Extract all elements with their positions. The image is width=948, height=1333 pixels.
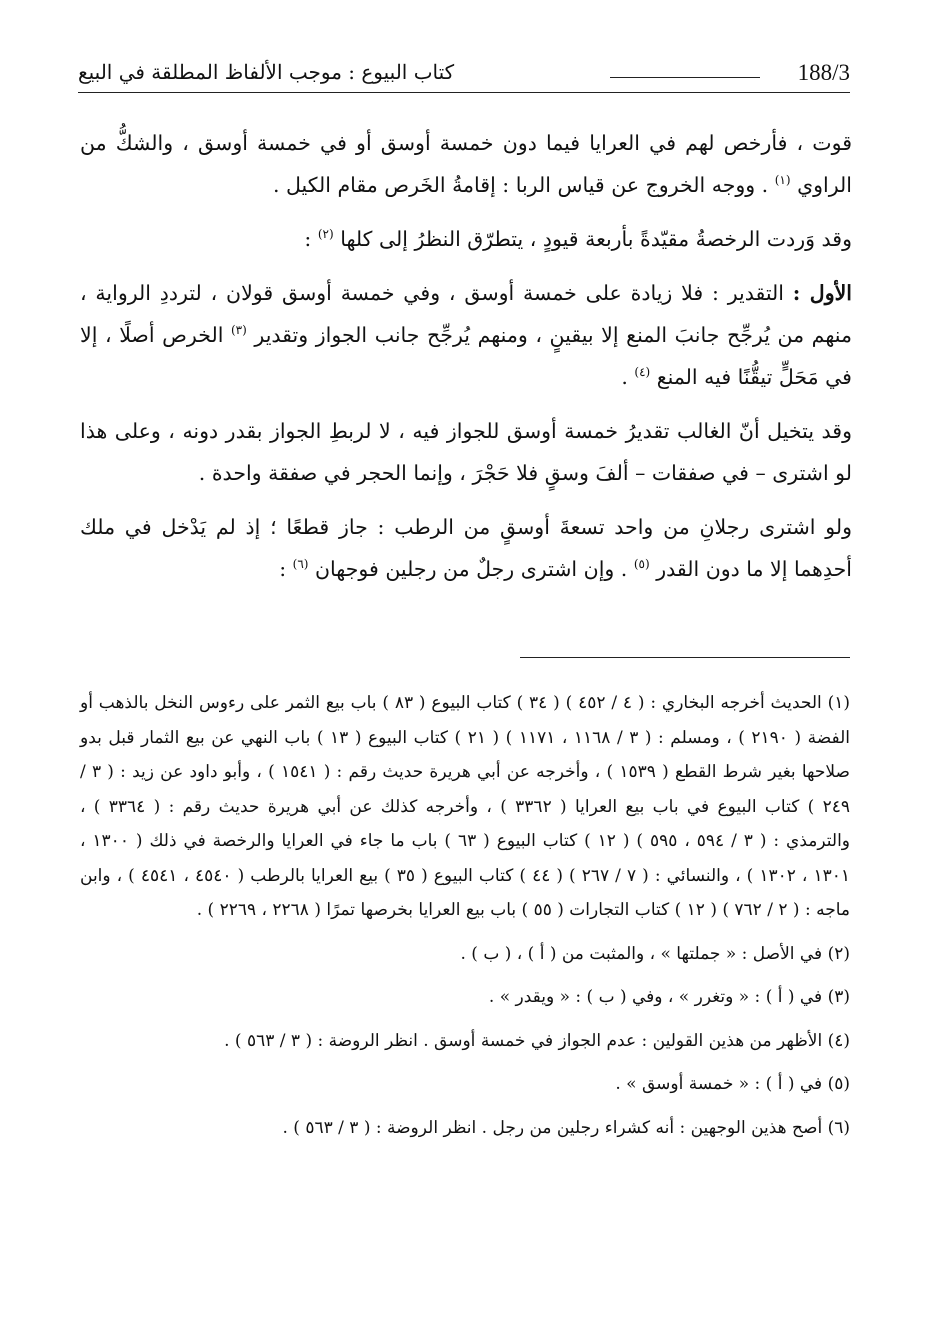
paragraph-4-text: وقد يتخيل أنّ الغالب تقديرُ خمسة أوسق للجواز فيه ، لا لربطِ الجواز بقدر دونه ، وعلى هذا لو اشترى – في صفقات – ألفَ وسقٍ فلا حَجْرَ ، وإنما الحجر في صفقة واحدة . (80, 419, 852, 485)
page-number: 188/3 (797, 60, 850, 85)
footnote-3: (٣) في ( أ ) : « وتغرر » ، وفي ( ب ) : « ويقدر » . (488, 987, 850, 1007)
paragraph-3-lead: الأول : (792, 281, 852, 305)
paragraph-3-text: التقدير : فلا زيادة على خمسة أوسق ، وفي خمسة أوسق قولان ، لترددِ الرواية ، منهم من يُرجِّح جانبَ المنع إلا بيقينٍ ، ومنهم يُرجِّح جانب الجواز وتقدير (80, 281, 852, 347)
footnote-ref-3: (٣) (230, 323, 247, 338)
footnote-divider (520, 657, 850, 658)
footnote-ref-5: (٥) (633, 557, 650, 572)
paragraph-5 (80, 506, 852, 590)
paragraph-5-text: ولو اشترى رجلانِ من واحد تسعةَ أوسقٍ من الرطب : جاز قطعًا ؛ إذ لم يَدْخل في ملك أحدِهما إلا ما دون القدر (80, 515, 852, 581)
paragraph-5-mid: . وإن اشترى رجلٌ من رجلين فوجهان (315, 557, 628, 581)
footnote-ref-4: (٤) (634, 365, 651, 380)
footnote-4: (٤) الأظهر من هذين القولين : عدم الجواز في خمسة أوسق . انظر الروضة : ( ٣ / ٥٦٣ ) . (224, 1030, 850, 1051)
paragraph-3 (80, 272, 852, 398)
paragraph-3-tail: . (621, 365, 628, 389)
paragraph-5-tail: : (279, 557, 287, 581)
paragraph-1-text: قوت ، فأرخص لهم في العرايا فيما دون خمسة أوسق أو في خمسة أوسق ، والشكُّ من الراوي (80, 131, 852, 197)
paragraph-2-tail: : (304, 227, 312, 251)
main-text (80, 122, 852, 602)
footnote-1: (١) الحديث أخرجه البخاري : ( ٤ / ٤٥٢ ) ( ٣٤ ) كتاب البيوع ( ٨٣ ) باب بيع الثمر على رءوس النخل بالذهب أو الفضة ( ٢١٩٠ ) ، ومسلم : ( ٣ / ١١٦٨ ، ١١٧١ ) ( ٢١ ) كتاب البيوع ( ١٣ ) باب النهي عن بيع الثمار قبل بدو صلاحها بغير شرط القطع ( ١٥٣٩ ) ، وأخرجه عن أبي هريرة حديث رقم : ( ١٥٤١ ) ، وأبو داود عن زيد : ( ٣ / ٢٤٩ ) كتاب البيوع في باب بيع العرايا ( ٣٣٦٢ ) ، وأخرجه كذلك عن أبي هريرة حديث رقم : ( ٣٣٦٤ ) ، والترمذي : ( ٣ / ٥٩٤ ، ٥٩٥ ) ( ١٢ ) كتاب البيوع ( ٦٣ ) باب ما جاء في العرايا والرخصة في ذلك ( ١٣٠٠ ، ١٣٠١ ، ١٣٠٢ ) ، والنسائي : ( ٧ / ٢٦٧ ) ( ٤٤ ) كتاب البيوع ( ٣٥ ) بيع العرايا بالرطب ( ٤٥٤٠ ، ٤٥٤١ ) ، وابن ماجه : ( ٢ / ٧٦٢ ) ( ١٢ ) كتاب التجارات ( ٥٥ ) باب بيع العرايا بخرصها تمرًا ( ٢٢٦٨ ، ٢٢٦٩ ) . (80, 693, 851, 920)
header-dash-rule (610, 77, 760, 78)
footnote-5: (٥) في ( أ ) : « خمسة أوسق » . (615, 1074, 850, 1094)
footnote-ref-2: (٢) (317, 227, 334, 242)
footnotes (80, 686, 850, 1154)
footnote-2: (٢) في الأصل : « جملتها » ، والمثبت من ( أ ) ، ( ب ) . (460, 943, 850, 964)
footnote-ref-6: (٦) (292, 557, 309, 572)
paragraph-3-mid: الخرص أصلًا ، إلا في مَحَلٍّ تيقُّنًا فيه المنع (80, 323, 852, 389)
paragraph-2 (80, 218, 852, 260)
paragraph-4 (80, 410, 852, 494)
paragraph-1-tail: . ووجه الخروج عن قياس الربا : إقامةُ الخَرص مقام الكيل . (272, 173, 769, 197)
paragraph-1 (80, 122, 852, 206)
footnote-6: (٦) أصح هذين الوجهين : أنه كشراء رجلين من رجل . انظر الروضة : ( ٣ / ٥٦٣ ) . (282, 1117, 850, 1138)
running-header (78, 58, 850, 93)
footnote-ref-1: (١) (774, 173, 791, 188)
running-title: كتاب البيوع : موجب الألفاظ المطلقة في البيع (78, 60, 455, 84)
paragraph-2-text: وقد وَردت الرخصةُ مقيّدةً بأربعة قيودٍ ، يتطرّق النظرُ إلى كلها (340, 227, 852, 251)
